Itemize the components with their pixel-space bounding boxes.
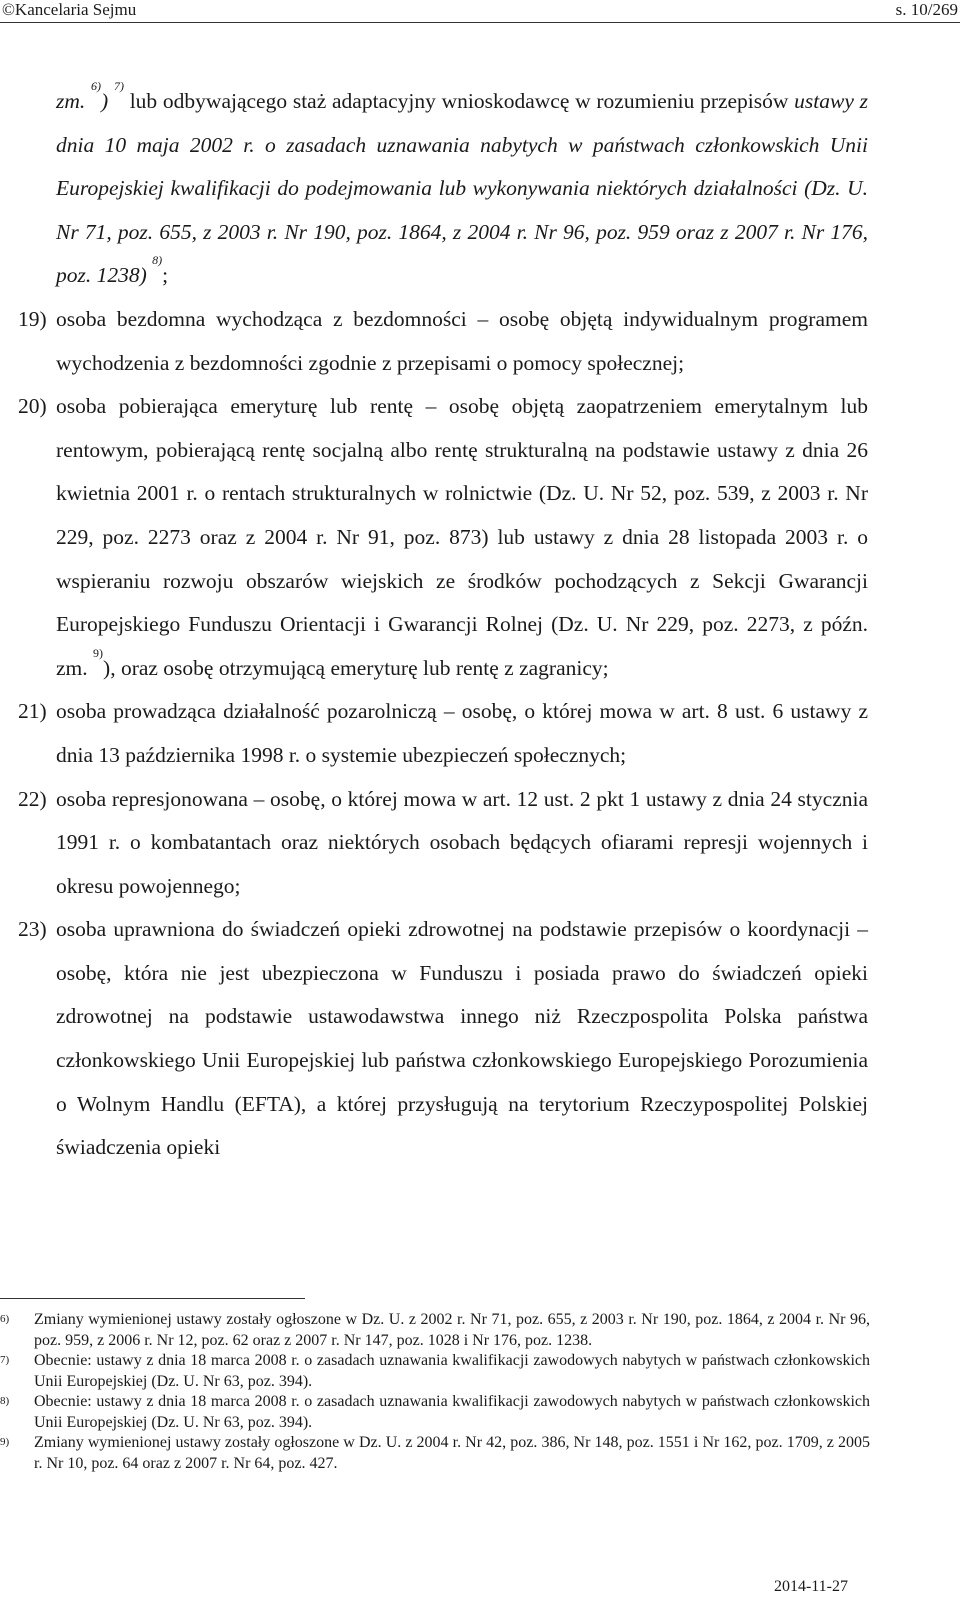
footnote-number: 9) <box>0 1436 10 1448</box>
footnote-number: 8) <box>0 1395 10 1407</box>
footnote-text: Obecnie: ustawy z dnia 18 marca 2008 r. o zasadach uznawania kwalifikacji zawodowych nabytych w państwach członkowskich Unii Europejskiej (Dz. U. Nr 63, poz. 394). <box>34 1352 870 1390</box>
footnote-text: Obecnie: ustawy z dnia 18 marca 2008 r. o zasadach uznawania kwalifikacji zawodowych nabytych w państwach członkowskich Unii Europejskiej (Dz. U. Nr 63, poz. 394). <box>34 1393 870 1431</box>
intro-law-citation: ustawy z dnia 10 maja 2002 r. o zasadach uznawania nabytych w państwach członkowskich Unii Europejskiej kwalifikacji do podejmowania lub wykonywania niektórych działalności (Dz. U. Nr 71, poz. 655, z 2003 r. Nr 190, poz. 1864, z 2004 r. Nr 96, poz. 959 oraz z 2007 r. Nr 176, poz. 1238) <box>56 89 869 288</box>
footnote-ref-8[interactable]: 8) <box>152 253 163 268</box>
item-text: osoba represjonowana – osobę, o której mowa w art. 12 ust. 2 pkt 1 ustawy z dnia 24 stycznia 1991 r. o kombatantach oraz niektórych osobach będących ofiarami represji wojennych i okresu powojennego; <box>56 786 868 898</box>
list-item <box>18 690 868 777</box>
item-text-part-a: osoba pobierająca emeryturę lub rentę – osobę objętą zaopatrzeniem emerytalnym lub rentowym, pobierającą rentę socjalną albo rentę strukturalną na podstawie ustawy z dnia 26 kwietnia 2001 r. o rentach strukturalnych w rolnictwie (Dz. U. Nr 52, poz. 539, z 2003 r. Nr 229, poz. 2273 oraz z 2004 r. Nr 91, poz. 873) lub ustawy z dnia 28 listopada 2003 r. o wspieraniu rozwoju obszarów wiejskich ze środków pochodzących z Sekcji Gwarancji Europejskiego Funduszu Orientacji i Gwarancji Rolnej (Dz. U. Nr 229, poz. 2273, z późn. zm. <box>56 394 868 680</box>
item-number: 22) <box>18 786 47 811</box>
footnote <box>0 1310 870 1351</box>
item-text-part-b: ), oraz osobę otrzymującą emeryturę lub rentę z zagranicy; <box>103 655 609 680</box>
footnote <box>0 1351 870 1392</box>
item-number: 21) <box>18 699 47 724</box>
footnote <box>0 1392 870 1433</box>
intro-text: lub odbywającego staż adaptacyjny wnioskodawcę w rozumieniu przepisów <box>123 89 795 113</box>
footnote-text: Zmiany wymienionej ustawy zostały ogłoszone w Dz. U. z 2002 r. Nr 71, poz. 655, z 2003 r. Nr 190, poz. 1864, z 2004 r. Nr 96, poz. 959, z 2006 r. Nr 12, poz. 62 oraz z 2007 r. Nr 147, poz. 1028 i Nr 176, poz. 1238. <box>34 1311 870 1349</box>
intro-zm: zm. <box>56 89 86 113</box>
item-text: osoba uprawniona do świadczeń opieki zdrowotnej na podstawie przepisów o koordynacji – osobę, która nie jest ubezpieczona w Funduszu i posiada prawo do świadczeń opieki zdrowotnej na podstawie ustawodawstwa innego niż Rzeczpospolita Polska państwa członkowskiego Unii Europejskiej lub państwa członkowskiego Europejskiego Porozumienia o Wolnym Handlu (EFTA), a której przysługują na terytorium Rzeczypospolitej Polskiej świadczenia opieki <box>56 917 868 1160</box>
item-text <box>56 385 868 690</box>
footnote-number: 6) <box>0 1313 10 1325</box>
intro-end: ; <box>162 263 169 288</box>
list-item <box>18 778 868 909</box>
list-item <box>18 385 868 690</box>
item-text: osoba bezdomna wychodząca z bezdomności – osobę objętą indywidualnym programem wychodzenia z bezdomności zgodnie z przepisami o pomocy społecznej; <box>56 306 868 375</box>
page-number: s. 10/269 <box>895 0 958 19</box>
item-text: osoba prowadząca działalność pozarolniczą – osobę, o której mowa w art. 8 ust. 6 ustawy z dnia 13 października 1998 r. o systemie ubezpieczeń społecznych; <box>56 699 868 767</box>
item-number: 19) <box>18 306 47 331</box>
list-item <box>18 908 868 1170</box>
footnote-text: Zmiany wymienionej ustawy zostały ogłoszone w Dz. U. z 2004 r. Nr 42, poz. 386, Nr 148, poz. 1551 i Nr 162, poz. 1709, z 2005 r. Nr 10, poz. 64 oraz z 2007 r. Nr 64, poz. 427. <box>34 1434 870 1472</box>
source-label: ©Kancelaria Sejmu <box>2 0 137 19</box>
intro-paren: ) <box>101 89 109 113</box>
item-number: 23) <box>18 917 47 942</box>
page-header <box>0 0 960 22</box>
footnotes <box>0 1310 870 1474</box>
document-body <box>18 80 868 1170</box>
item-number: 20) <box>18 394 47 419</box>
footnote-ref-7[interactable]: 7) <box>113 79 124 93</box>
list-item <box>18 298 868 385</box>
footnote-divider <box>0 1298 305 1299</box>
footnote-ref-6[interactable]: 6) <box>91 79 102 93</box>
footnote-number: 7) <box>0 1354 10 1366</box>
footnote <box>0 1433 870 1474</box>
document-date: 2014-11-27 <box>773 1578 848 1595</box>
intro-paragraph <box>18 80 868 298</box>
header-divider <box>0 22 960 23</box>
footnote-ref-9[interactable]: 9) <box>93 645 104 660</box>
